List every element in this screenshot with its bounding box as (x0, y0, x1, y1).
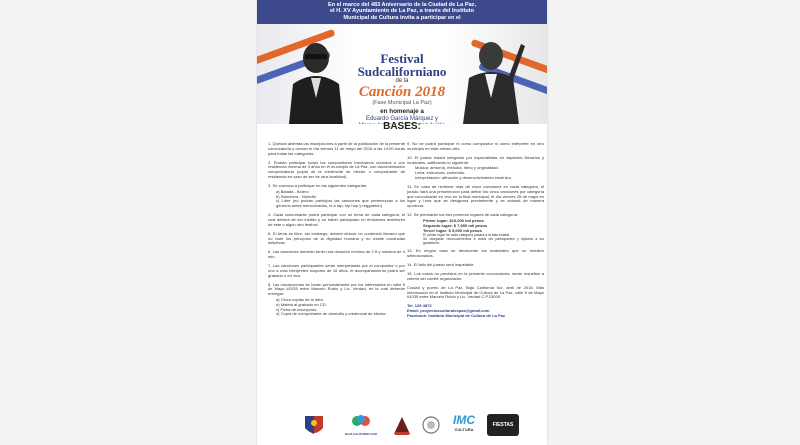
bcs-logo-text: BAJA CALIFORNIA SUR (344, 432, 378, 436)
festival-title-block (345, 52, 459, 124)
poster (257, 0, 547, 445)
base-7: 7. Las canciones participantes serán interpretadas por el compositor o por uno a más intérpretes mayores de 16 años, el acompañamiento podrá ser grabado o en vivo. (268, 263, 405, 278)
imc-logo-text: IMC (453, 413, 475, 427)
cultural-logo-icon (391, 414, 413, 438)
category-b: b) Ranchera - Norteño (276, 193, 317, 199)
prize-second: Segundo lugar: $ 7,500 mil pesos (423, 222, 488, 228)
base-14: 14. El fallo del jurado será inapelable. (407, 262, 475, 268)
ayuntamiento-shield-icon (303, 414, 325, 438)
festival-de-la: de la (395, 78, 409, 84)
base-1: 1. Quedan abiertas las inscripciones a partir de la publicación de la presente convocatoria y cierran el día viernes 11 de mayo del 2018 a las 14:00 horas para todas las categorías. (268, 141, 406, 156)
base-11: 11. En caso de recibirse más de cinco canciones en cada categoría, el jurado hará una preselección para definir los cinco canciones por categoría que concursarán en vivo en la final municipal, el día viernes 25 de mayo en lugar y hora que se designará previamente y se avisará de manera oportuna. (407, 183, 544, 209)
category-a: a) Balada - Bolero (276, 188, 309, 194)
bases-right-column (407, 142, 544, 319)
base-12: 12. Se premiarán los tres primeros lugares de cada categoría: (407, 212, 519, 218)
prize-first: Primer lugar: $10,000 mil pesos (423, 217, 484, 223)
base-9: 9. No se podrá participar ni como compositor ni como intérprete en otro municipio en este mismo año. (407, 141, 544, 151)
contact-email: Email: proyectosculturalespaz@gmail.com (407, 308, 490, 314)
base-3: 3. Se convoca a participar en las siguientes categorías: (268, 182, 368, 188)
base-2: 2. Podrán participar todos los compositores mexicanos oriundos o con residencia mínima de 3 años en el municipio de La Paz, con documentación comprobatoria (copia de la credencial de elector o comprobante de residencia en caso de ser de otra localidad). (268, 159, 405, 179)
intro-line-1: En el marco del 483 Aniversario de la Ciudad de La Paz, (327, 2, 477, 8)
base-8: 8. Las inscripciones se harán personalmente por los interesados en calle 5 de Mayo #1035 entre Marcelo Rubio y Lic. Verdad, en la cual deberán entregar: (268, 281, 405, 297)
criteria-lyrics: Letra: estructura, contenido. (415, 170, 466, 176)
requirement-d: d) Copia de comprobante de domicilio y credencial de elector. (276, 311, 387, 317)
bases-heading: BASES: (383, 121, 421, 132)
intro-line-2: el H. XV Ayuntamiento de La Paz, a través del Instituto (329, 8, 475, 15)
base-13: 13. En ningún caso se devolverán los materiales que no resulten seleccionados. (407, 248, 544, 259)
fiestas-logo-text: FIESTAS (492, 422, 514, 428)
criteria-music: Música: armonía, melodía, ritmo y originalidad. (415, 165, 499, 171)
closing-text: Ciudad y puerto de La Paz, Baja California Sur, abril de 2018. Más información en el Instituto Municipal de Cultura de La Paz, calle 5 de Mayo #1035 entre Marcelo Rubio y Lic. Verdad C.P.23000. (407, 284, 544, 300)
bcs-logo (343, 414, 379, 438)
category-c: c) Libre (no podrán participar las canciones que pertenezcan a los géneros antes mencionados, ni a rap, hip hop y reggaetón) (276, 198, 405, 209)
prize-third: Tercer lugar: $ 5,000 mil pesos (423, 227, 482, 233)
imc-cultura-logo (447, 414, 481, 438)
imc-logo-sub: CULTURA (454, 427, 474, 432)
homage-label: en homenaje a (380, 108, 424, 115)
base-4: 4. Cada concursante podrá participar con un tema de cada categoría, el cual deberá de ser inédito y no haber participado en emisiones anteriores de éste o algún otro festival. (268, 212, 405, 227)
honoree-1: Eduardo García Márquez y (365, 116, 439, 122)
intro-banner (257, 0, 547, 24)
festival-phase: (Fase Municipal La Paz) (372, 100, 432, 106)
requirement-a: a) Cinco copias de la letra. (276, 297, 324, 303)
prize-note-1: El primer lugar de cada categoría pasará a la fase estatal. (423, 233, 511, 238)
hero-area (257, 24, 547, 124)
bases-left-column (268, 142, 405, 321)
requirement-c: c) Ficha de inscripción. (276, 306, 318, 312)
base-6: 6. Las canciones deberán tener una duración mínima de 2.5 y máxima de 4 min. (268, 249, 405, 260)
base-5: 5. El tema es libre, sin embargo, deberá ofrecer un contenido literario que no viole los principios de la dignidad humana y no exalte conductas delictivas. (268, 230, 405, 246)
base-15: 15. Los casos no previstos en la presente convocatoria, serán resueltos a criterio del comité organizador. (407, 271, 544, 281)
singer-left-photo (283, 38, 349, 124)
requirement-b: b) Maleta al grabado en CD. (276, 301, 327, 307)
festival-cancion: Canción 2018 (358, 84, 446, 100)
base-10: 10. El jurado estará integrado por especialistas en aspectos literarios y musicales, calificando lo siguiente: (407, 154, 544, 165)
state-seal-icon (421, 414, 441, 438)
criteria-performance: Interpretación: afinación y desenvolvimiento escénico. (415, 174, 512, 180)
festival-title: Festival Sudcaliforniano (357, 51, 447, 79)
bcs-emblem-icon (351, 414, 371, 428)
prize-note-2: Se otorgarán reconocimientos a todos los participantes y diploma a los ganadores. (423, 237, 544, 246)
sponsor-logos (257, 410, 547, 445)
fiestas-logo (487, 414, 519, 436)
singer-right-photo (455, 36, 527, 124)
intro-line-3: Municipal de Cultura invita a participar en el (343, 14, 461, 21)
contact-facebook: Facebook: Instituto Municipal de Cultura de La Paz (407, 313, 506, 319)
contact-phone: Tel. 129 4872 (407, 303, 432, 309)
